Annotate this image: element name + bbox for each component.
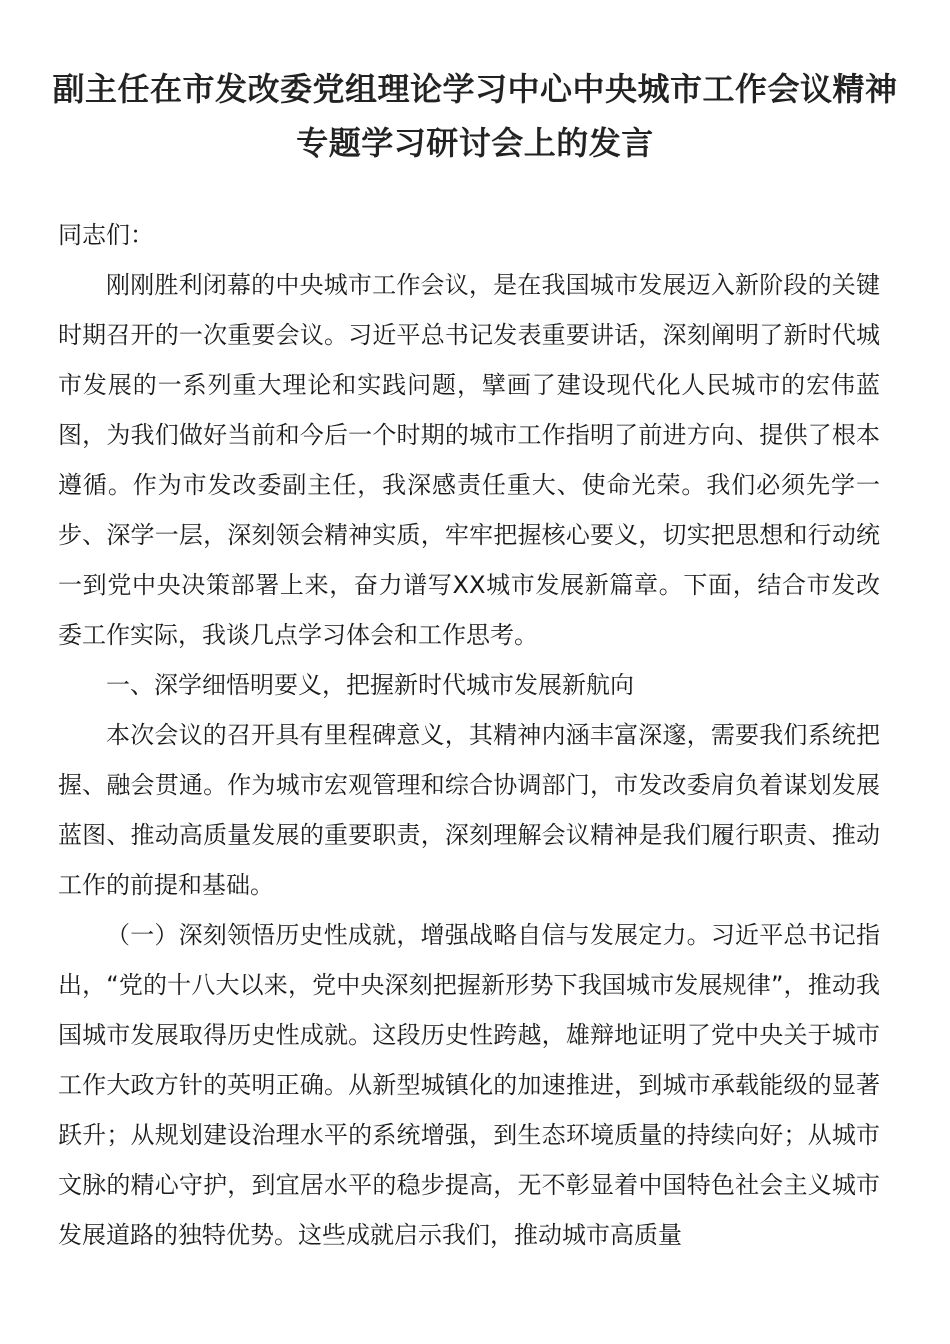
section-heading: 一、深学细悟明要义，把握新时代城市发展新航向 [106,671,634,699]
document-body [58,210,880,1260]
subsection-paragraph: （一）深刻领悟历史性成就，增强战略自信与发展定力。习近平总书记指出，“党的十八大以来，党中央深刻把握新形势下我国城市发展规律”，推动我国城市发展取得历史性成就。这段历史性跨越，雄辩地证明了党中央关于城市工作大政方针的英明正确。从新型城镇化的加速推进，到城市承载能级的显著跃升；从规划建设治理水平的系统增强，到生态环境质量的持续向好；从城市文脉的精心守护，到宜居水平的稳步提高，无不彰显着中国特色社会主义城市发展道路的独特优势。这些成就启示我们，推动城市高质量 [58,921,880,1249]
salutation: 同志们： [58,221,154,249]
intro-paragraph: 刚刚胜利闭幕的中央城市工作会议，是在我国城市发展迈入新阶段的关键时期召开的一次重要会议。习近平总书记发表重要讲话，深刻阐明了新时代城市发展的一系列重大理论和实践问题，擘画了建设现代化人民城市的宏伟蓝图，为我们做好当前和今后一个时期的城市工作指明了前进方向、提供了根本遵循。作为市发改委副主任，我深感责任重大、使命光荣。我们必须先学一步、深学一层，深刻领会精神实质，牢牢把握核心要义，切实把思想和行动统一到党中央决策部署上来，奋力谱写XX城市发展新篇章。下面，结合市发改委工作实际，我谈几点学习体会和工作思考。 [58,271,880,649]
section-paragraph: 本次会议的召开具有里程碑意义，其精神内涵丰富深邃，需要我们系统把握、融会贯通。作为城市宏观管理和综合协调部门，市发改委肩负着谋划发展蓝图、推动高质量发展的重要职责，深刻理解会议精神是我们履行职责、推动工作的前提和基础。 [58,721,880,899]
document-title: 副主任在市发改委党组理论学习中心中央城市工作会议精神专题学习研讨会上的发言 [52,70,898,162]
